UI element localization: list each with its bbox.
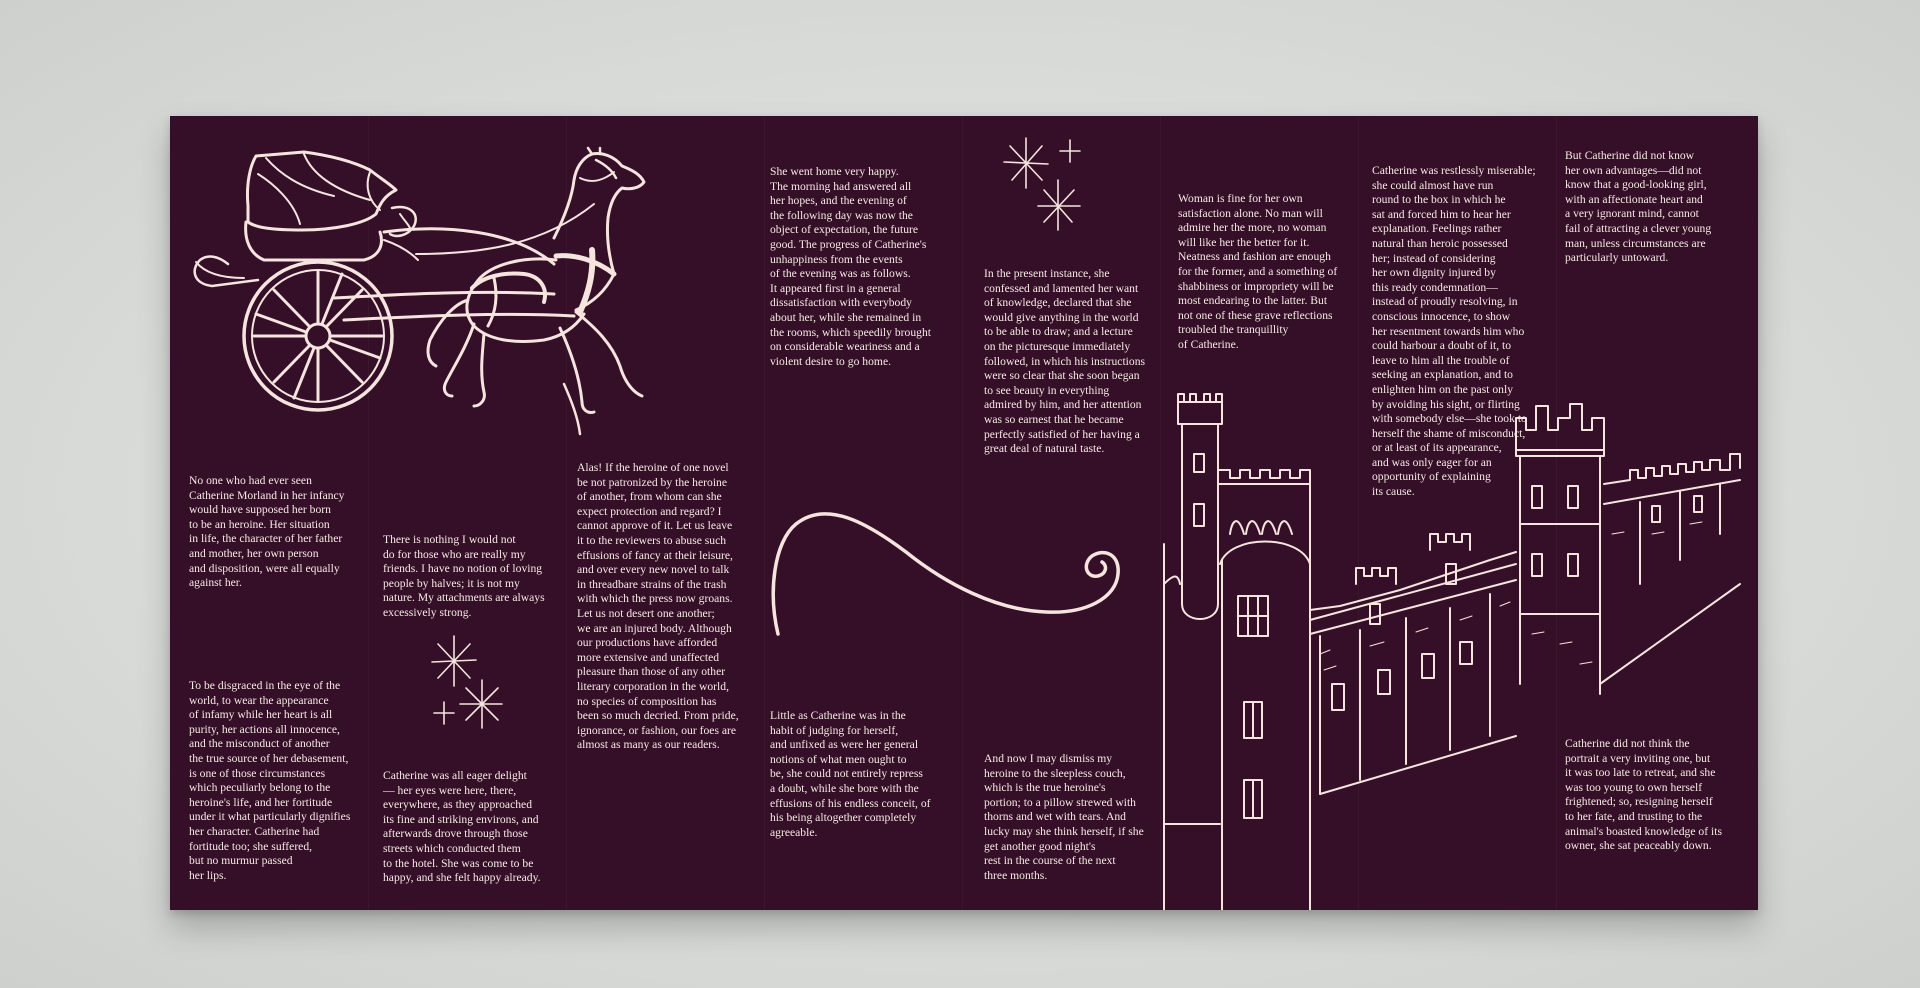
panel-2-bottom-text: Catherine was all eager delight — her eyes were here, there, everywhere, as they approached its fine and striking environs, and afterwards drove through those streets which conducted them to the hotel. She was come to be happy, and she felt happy already. <box>383 769 541 885</box>
carriage-horse-illustration <box>184 144 724 444</box>
sparkles-icon <box>424 634 504 734</box>
panel-5-bottom-text: And now I may dismiss my heroine to the sleepless couch, which is the true heroine's portion; to a pillow strewed with thorns and wet with tears. And lucky may she think herself, if she get another good night's rest in the course of the next three months. <box>984 752 1144 882</box>
sparkles-icon <box>1000 136 1090 236</box>
panel-3-text: Alas! If the heroine of one novel be not patronized by the heroine of another, from whom can she expect protection and regard? I cannot approve of it. Let us leave it to the reviewers to abuse such effusions of fancy at their leisure, and over every new novel to talk in threadbare strains of the trash with which the press now groans. Let us not desert one another; we are an injured body. Although our productions have afforded more extensive and unaffected pleasure than those of any other literary corporation in the world, no species of composition has been so much decried. From pride, ignorance, or fashion, our foes are almost as many as our readers. <box>577 461 739 752</box>
panel-6-text: Woman is fine for her own satisfaction alone. No man will admire her the more, no woman will like her the better for it. Neatness and fashion are enough for the former, and a something of shabbiness or impropriety will be most endearing to the latter. But not one of these grave reflections troubled the tranquillity of Catherine. <box>1178 192 1338 351</box>
swirl-ornament <box>766 502 1146 642</box>
panel-1-top-text: No one who had ever seen Catherine Morland in her infancy would have supposed her born to be an heroine. Her situation in life, the character of her father and mother, her own person and disposition, were all equally against her. <box>189 474 345 590</box>
panel-1-bottom-text: To be disgraced in the eye of the world, to wear the appearance of infamy while her heart is all purity, her actions all innocence, and the misconduct of another the true source of her debasement, is one of those circumstances which peculiarly belong to the heroine's life, and her fortitude under it what particularly dignifies her character. Catherine had fortitude too; she suffered, but no murmur passed her lips. <box>189 679 351 882</box>
panel-7-text: Catherine was restlessly miserable; she could almost have run round to the box in which he sat and forced him to hear her explanation. Feelings rather natural than heroic possessed her; instead of considering her own dignity injured by this ready condemnation— instead of proudly resolving, in conscious innocence, to show her resentment towards him who could harbour a doubt of it, to leave to him all the trouble of seeking an explanation, and to enlighten him on the past only by avoiding his sight, or flirting with somebody else—she took to herself the shame of misconduct, or at least of its appearance, and was only eager for an opportunity of explaining its cause. <box>1372 164 1536 499</box>
panel-8-top-text: But Catherine did not know her own advantages—did not know that a good-looking girl, with an affectionate heart and a very ignorant mind, cannot fail of attracting a clever young man, unless circumstances are particularly untoward. <box>1565 149 1712 265</box>
panel-5-top-text: In the present instance, she confessed and lamented her want of knowledge, declared that she would give anything in the world to be able to draw; and a lecture on the picturesque immediately followed, in which his instructions were so clear that she soon began to see beauty in everything admired by him, and her attention was so earnest that he became perfectly satisfied of her having a great deal of natural taste. <box>984 267 1146 456</box>
panel-4-bottom-text: Little as Catherine was in the habit of judging for herself, and unfixed as were her general notions of what men ought to be, she could not entirely repress a doubt, while she bore with the effusions of his endless conceit, of his being altogether completely agreeable. <box>770 709 931 839</box>
panel-8-bottom-text: Catherine did not think the portrait a very inviting one, but it was too late to retreat, and she was too young to own herself frightened; so, resigning herself to her fate, and trusting to the animal's boasted knowledge of its owner, she sat peaceably down. <box>1565 737 1722 853</box>
poster <box>170 116 1758 910</box>
panel-2-top-text: There is nothing I would not do for those who are really my friends. I have no notion of loving people by halves; it is not my nature. My attachments are always excessively strong. <box>383 533 545 619</box>
panel-4-top-text: She went home very happy. The morning had answered all her hopes, and the evening of the following day was now the object of expectation, the future good. The progress of Catherine's unhappiness from the events of the evening was as follows. It appeared first in a general dissatisfaction with everybody about her, while she remained in the rooms, which speedily brought on considerable weariness and a violent desire to go home. <box>770 165 932 368</box>
fold-line <box>764 116 765 910</box>
